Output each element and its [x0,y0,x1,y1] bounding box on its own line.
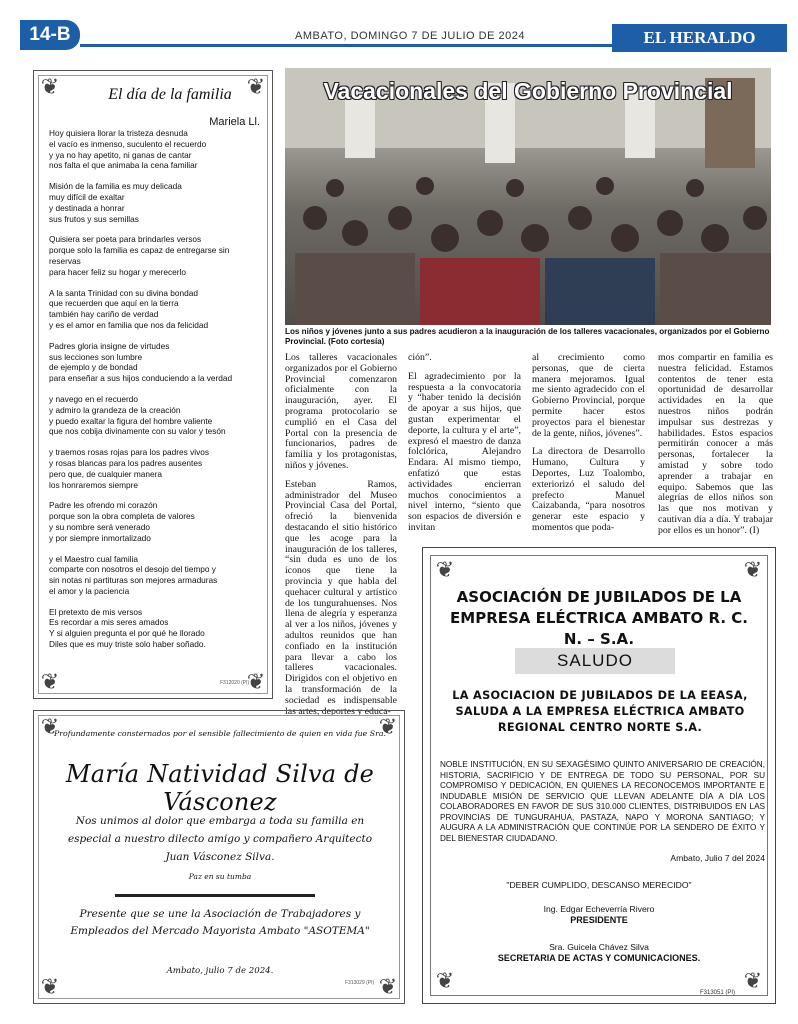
ornament-icon: ❦ [246,74,266,99]
article-paragraph: La directora de Desarrollo Humano, Cultura y Deportes, Luz Toalombo, exteriorizó el saludo del prefecto Manuel Caizabanda, “para nosotros generar este espacio y momentos que poda- [532,446,645,533]
article-paragraph: El agradecimiento por la respuesta a la convocatoria y “haber tenido la decisión de apoyar a sus hijos, que gustan experimentar el deporte, la cultura y el arte”, expresó el maestro de danza folclórica, Alejandro Endara. Al mismo tiempo, enfatizó que estas actividades encierran muchos conocimientos a nivel interno, “siento que son espacios de diversión e invitan [408,370,521,533]
poem-stanza: y navego en el recuerdo y admiro la grandeza de la creación y puedo exaltar la figura del hombre valiente que nos cobija divinamente con su valor y tesón [49,393,226,437]
ornament-icon: ❦ [378,714,398,739]
ad-body: NOBLE INSTITUCIÓN, EN SU SEXAGÉSIMO QUINTO ANIVERSARIO DE CREACIÓN, HISTORIA, SACRIFICIO Y DE ENTREGA DE TODO SU PERSONAL, POR SU COMPROMISO Y DEDICACIÓN, EN QUIENES LA RECONOCEMOS IMPORTANTE E INDUDABLE MISIÓN DE SERVICIO QUE LLEVAN ADELANTE DÍA A DÍA LOS COLABORADORES EN FAVOR DE SUS 310.000 CLIENTES, DISTRIBUIDOS EN LAS PROVINCIAS DE TUNGURAHUA, PASTAZA, NAPO Y MORONA SANTIAGO; Y AUGURA A LA ADMINISTRACIÓN QUE CONTINÚE POR LA SENDERO DE ÉXITO Y DEL BIENESTAR CIUDADANO. [440,760,765,843]
ornament-icon: ❦ [378,974,398,999]
signer-name: Sra. Guicela Chávez Silva [549,942,649,952]
poem-stanza: A la santa Trinidad con su divina bondad que recuerden que aquí en la tierra también hay cariño de verdad y es el amor en familia que nos da felicidad [49,287,209,330]
ornament-icon: ❦ [246,669,266,694]
article-column [408,353,521,542]
obituary-divider [115,894,315,897]
ornament-icon: ❦ [40,714,60,739]
poem-title: El día de la familia [108,86,232,103]
signer-name: Ing. Edgar Echeverría Rivero [543,904,655,914]
article-column [532,353,645,542]
photo-headline: Vacacionales del Gobierno Provincial [323,78,733,104]
article-paragraph: ción”. [408,352,432,363]
photo-caption: Los niños y jóvenes junto a sus padres acudieron a la inauguración de los talleres vacacionales, organizados por el Gobierno Provincial. (Foto cortesía) [285,327,770,346]
obituary-rip: Paz en su tumba [188,872,252,881]
ornament-icon: ❦ [743,968,763,993]
ad-subtitle: LA ASOCIACION DE JUBILADOS DE LA EEASA, SALUDA A LA EMPRESA ELÉCTRICA AMBATO REGIONAL CENTRO NORTE S.A. [452,689,748,734]
signer-role: SECRETARIA DE ACTAS Y COMUNICACIONES. [497,953,701,963]
poem-stanza: Misión de la familia es muy delicada muy difícil de exaltar y destinada a honrar sus frutos y sus semillas [49,181,182,224]
ornament-icon: ❦ [40,74,60,99]
poem-stanza: El pretexto de mis versos Es recordar a mis seres amados Y si alguien pregunta el por qué he llorado Diles que es muy triste solo haber soñado. [49,606,206,650]
ornament-icon: ❦ [435,557,455,582]
poem-stanza: Quisiera ser poeta para brindarles versos porque solo la familia es capaz de entregarse sin reservas para hacer feliz su hogar y merecerlo [49,234,230,277]
poem-stanza: y el Maestro cual familia comparte con nosotros el desojo del tiempo y sin notas ni partituras son mejores armaduras el amor y la paciencia [49,553,218,596]
poem-body [49,128,269,660]
poem-stanza: Padres gloria insigne de virtudes sus lecciones son lumbre de ejemplo y de bondad para enseñar a sus hijos conduciendo a la verdad [49,340,233,384]
obituary-intro: Profundamente consternados por el sensible fallecimiento de quien en vida fue Sra. [54,729,386,738]
signer-role: PRESIDENTE [570,915,628,925]
poem-author: Mariela Ll. [209,116,260,128]
obituary-name: María Natividad Silva de Vásconez [65,760,375,816]
poem-stanza: Hoy quisiera llorar la tristeza desnuda el vacío es inmenso, suculento el recuerdo y ya no hay apetito, ni ganas de cantar nos falta el que animaba la cena familiar [49,128,207,171]
obituary-message: Nos unimos al dolor que embarga a toda su familia en especial a nuestro dilecto amigo y compañero Arquitecto Juan Vásconez Silva. [67,815,373,863]
poem-stanza: y traemos rosas rojas para los padres vivos y rosas blancas para los padres ausentes pero que, de cualquier manera los honraremos siempre [49,447,210,490]
ad-date: Ambato, Julio 7 del 2024 [670,853,765,863]
ad-salute-banner: SALUDO [515,648,675,674]
page-number: 14-B [20,20,80,50]
ornament-icon: ❦ [40,669,60,694]
article-paragraph: Esteban Ramos, administrador del Museo Provincial Casa del Portal, ofreció la bienvenida destacando el sitio histórico que les acoge para la inauguración de los talleres, “sin duda es uno de los íconos que tiene la provincia y que habla del quehacer cultural y artístico de los tungurahuenses. Nos llena de alegría y esperanza al ver a los niños, jóvenes y adultos reunidos que han confiado en la institución para llevar a cabo los talleres vacacionales. Dirigidos con el objetivo en la transformación de la sociedad es indispensable las artes, deportes y educa- [285,478,397,717]
ornament-icon: ❦ [435,968,455,993]
ornament-icon: ❦ [743,557,763,582]
ad-code: F313029 (PI) [345,980,375,986]
event-photo [285,68,771,325]
obituary-date: Ambato, julio 7 de 2024. [166,966,274,976]
newspaper-brand: EL HERALDO [612,24,787,52]
crowd-illustration [285,68,771,325]
ornament-icon: ❦ [40,974,60,999]
ad-code: F312020 (PI) [220,680,250,686]
ad-motto: "DEBER CUMPLIDO, DESCANSO MERECIDO" [506,880,692,890]
ad-code: F313051 (PI) [700,990,736,996]
article-paragraph: al crecimiento como personas, que de cierta manera mejoramos. Igual me siento agradecido con el Gobierno Provincial, porque permite hacer estos proyectos para el bienestar de la gente, niños, jóvenes”. [532,352,645,439]
article-column [658,353,773,545]
ad-title: ASOCIACIÓN DE JUBILADOS DE LA EMPRESA ELÉCTRICA AMBATO R. C. N. – S.A. [450,588,748,648]
header-date: AMBATO, DOMINGO 7 DE JULIO DE 2024 [295,30,525,42]
poem-stanza: Padre les ofrendo mi corazón porque son la obra completa de valores y su nombre será venerado y por siempre inmortalizado [49,500,195,543]
article-paragraph: mos compartir en familia es nuestra felicidad. Estamos contentos de tener esta oportunidad de desarrollar actividades en la que nuestros niños podrán impulsar sus destrezas y habilidades. Estos espacios permitirán conocer a más personas, fortalecer la amistad y sobre todo aprender a trabajar en equipo. Sabemos que las alegrías de ellos niños son las que nos motivan y cautivan día a día. Y trabajar por ellos es un honor”. (I) [658,352,773,536]
article-column [285,353,397,725]
article-paragraph: Los talleres vacacionales organizados por el Gobierno Provincial comenzaron oficialmente con la inauguración, ayer. El programa protocolario se cumplió en el Casa del Portal con la presencia de funcionarios, padres de familia y los protagonistas, niños y jóvenes. [285,352,397,471]
obituary-association: Presente que se une la Asociación de Trabajadores y Empleados del Mercado Mayorista Ambato "ASOTEMA" [70,908,370,937]
